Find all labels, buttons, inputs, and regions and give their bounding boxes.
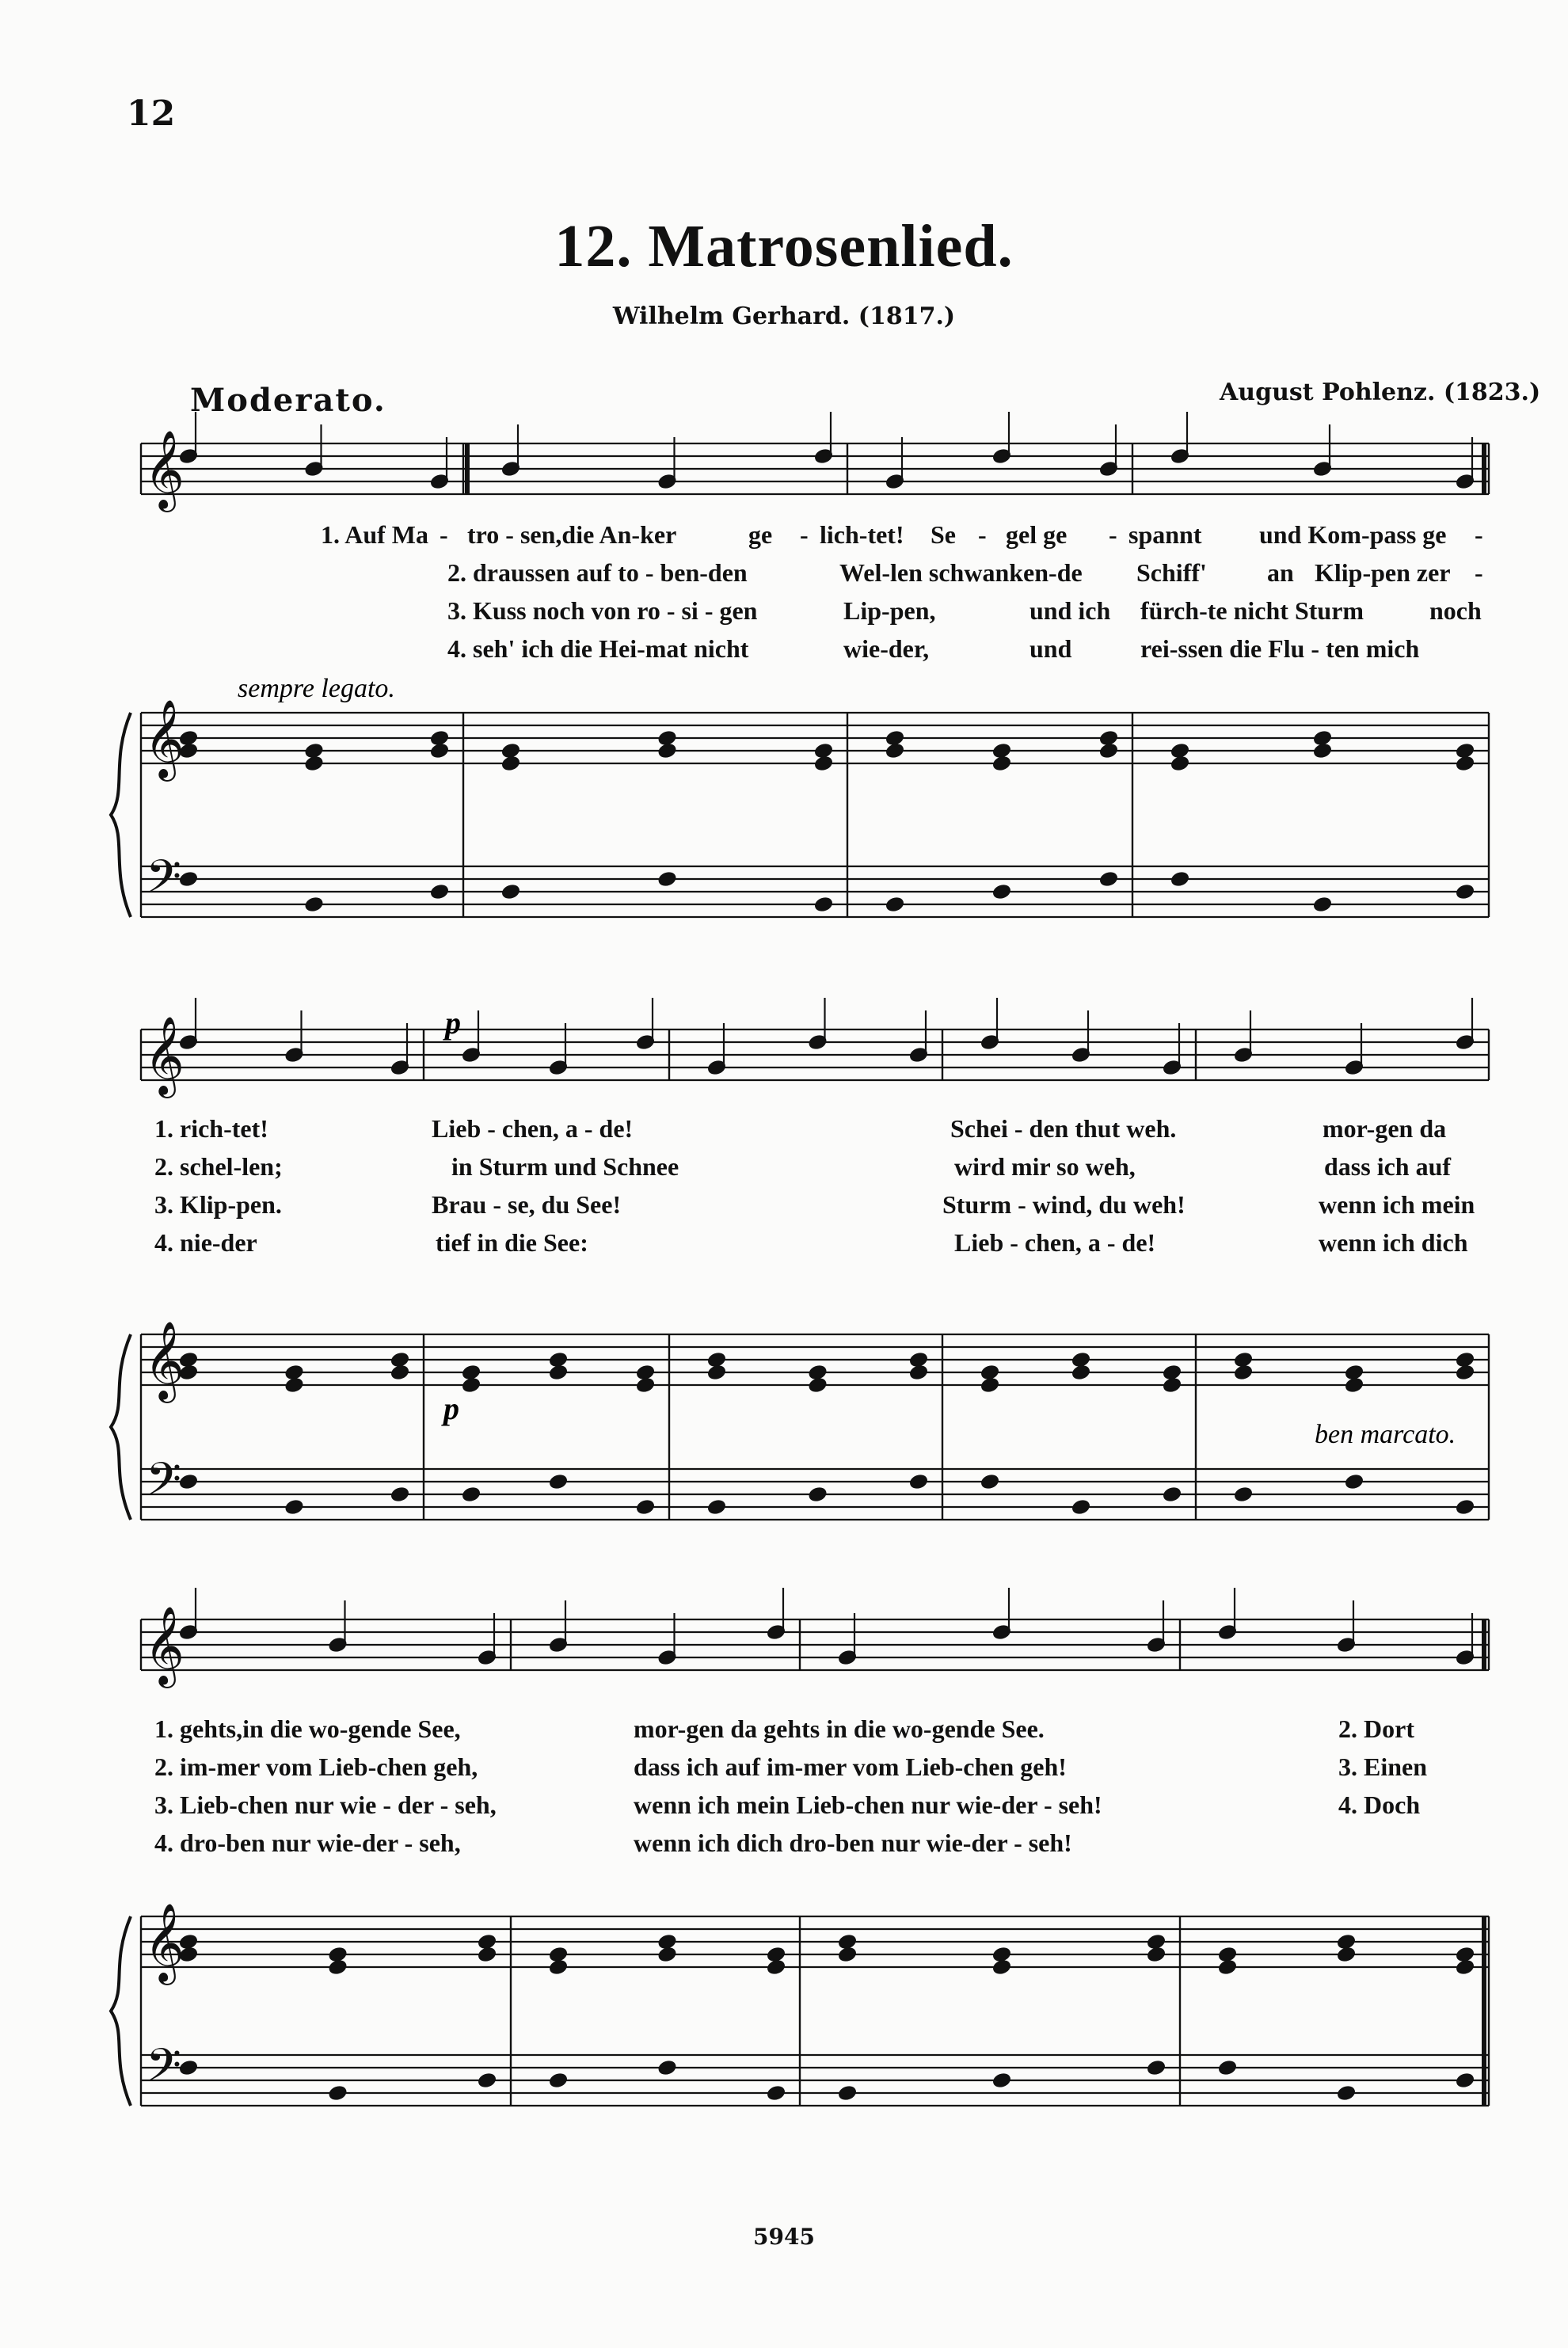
lyric-line: wenn ich dich dro-ben nur wie-der - seh!	[634, 1829, 1072, 1857]
lyric-line: und ich	[1029, 596, 1111, 625]
notehead	[179, 1474, 198, 1490]
lyric-line: 2. schel-len;	[154, 1152, 283, 1181]
lyric-line: Schiff'	[1136, 558, 1207, 587]
lyric-line: wenn ich mein	[1319, 1190, 1475, 1219]
lyric-line: tief in die See:	[436, 1228, 588, 1257]
lyric-line: fürch-te nicht Sturm	[1140, 596, 1364, 625]
plate-number: 5945	[753, 2224, 815, 2250]
notehead	[1170, 755, 1189, 771]
notehead	[658, 1947, 677, 1962]
notehead	[285, 1499, 304, 1515]
notehead	[909, 1352, 928, 1368]
notehead	[1345, 1364, 1364, 1380]
notehead	[809, 1486, 828, 1502]
song-title: 12. Matrosenlied.	[554, 213, 1014, 280]
clef: 𝄢	[146, 1452, 182, 1517]
notehead	[658, 730, 677, 746]
lyric-line: Lieb - chen, a - de!	[432, 1114, 634, 1143]
lyric-line: noch	[1429, 596, 1482, 625]
lyric-line: 4. dro-ben nur wie-der - seh,	[154, 1829, 461, 1857]
clef: 𝄞	[144, 1016, 185, 1095]
lyric-line: -	[1109, 520, 1117, 549]
notehead	[1337, 1934, 1356, 1950]
notehead	[658, 743, 677, 759]
notehead	[707, 1352, 726, 1368]
notehead	[1456, 1499, 1475, 1515]
notehead	[909, 1474, 928, 1490]
piano-brace	[111, 1334, 131, 1520]
lyric-line: 3. Lieb-chen nur wie - der - seh,	[154, 1790, 497, 1819]
notehead	[992, 743, 1011, 759]
lyric-line: 1. gehts,in die wo-gende See,	[154, 1714, 461, 1743]
notehead	[1147, 1934, 1166, 1950]
notehead	[636, 1377, 655, 1393]
notehead	[658, 2060, 677, 2076]
clef: 𝄞	[144, 1903, 185, 1982]
notehead	[390, 1364, 409, 1380]
notehead	[462, 1377, 481, 1393]
notehead	[1456, 884, 1475, 900]
notehead	[478, 2072, 497, 2088]
dynamic-piano-voice: p	[445, 1005, 461, 1041]
lyric-line: wenn ich mein Lieb-chen nur wie-der - seh!	[634, 1790, 1102, 1819]
notehead	[767, 1947, 786, 1962]
piano-brace	[111, 1916, 131, 2106]
notehead	[390, 1486, 409, 1502]
lyric-line: dass ich auf	[1324, 1152, 1452, 1181]
clef: 𝄢	[146, 850, 182, 915]
notehead	[1313, 743, 1332, 759]
notehead	[285, 1364, 304, 1380]
notehead	[767, 2085, 786, 2101]
notehead	[549, 1947, 568, 1962]
notehead	[658, 1934, 677, 1950]
notehead	[1099, 871, 1118, 887]
notehead	[285, 1377, 304, 1393]
notehead	[992, 884, 1011, 900]
notehead	[909, 1364, 928, 1380]
lyric-line: Klip-pen zer	[1315, 558, 1451, 587]
notehead	[501, 884, 520, 900]
expression-ben-marcato: ben marcato.	[1315, 1420, 1456, 1449]
lyric-line: Brau - se, du See!	[432, 1190, 622, 1219]
lyric-line: -	[1475, 558, 1483, 587]
lyric-line: in Sturm und Schnee	[451, 1152, 679, 1181]
lyric-line: -	[440, 520, 448, 549]
notehead	[305, 755, 324, 771]
notehead	[1163, 1486, 1182, 1502]
notehead	[992, 755, 1011, 771]
notehead	[462, 1486, 481, 1502]
notehead	[814, 755, 833, 771]
lyric-line: ge	[748, 520, 773, 549]
lyric-line: an	[1267, 558, 1294, 587]
notehead	[992, 1947, 1011, 1962]
lyric-line: lich-tet!	[820, 520, 904, 549]
lyric-line: 3. Kuss noch von ro - si - gen	[447, 596, 758, 625]
lyric-line: -	[800, 520, 809, 549]
notehead	[329, 2085, 348, 2101]
clef: 𝄞	[144, 430, 185, 509]
lyric-line: 3. Einen	[1338, 1752, 1428, 1781]
lyric-line: Lip-pen,	[843, 596, 936, 625]
notehead	[549, 1352, 568, 1368]
notehead	[1234, 1486, 1253, 1502]
notehead	[1071, 1499, 1090, 1515]
notehead	[1099, 730, 1118, 746]
notehead	[1345, 1474, 1364, 1490]
lyric-line: und Kom-pass ge	[1259, 520, 1447, 549]
notehead	[767, 1959, 786, 1975]
lyricist-credit: Wilhelm Gerhard. (1817.)	[612, 303, 956, 330]
clef: 𝄢	[146, 2038, 182, 2103]
piano-brace	[111, 713, 131, 917]
lyric-line: 2. Dort	[1338, 1714, 1414, 1743]
notehead	[501, 743, 520, 759]
lyric-line: 1. Auf Ma	[321, 520, 428, 549]
lyric-line: spannt	[1128, 520, 1202, 549]
notehead	[1099, 743, 1118, 759]
notehead	[1456, 743, 1475, 759]
lyric-line: -	[978, 520, 987, 549]
notehead	[305, 896, 324, 912]
lyric-line: Sturm - wind, du weh!	[942, 1190, 1186, 1219]
notehead	[1337, 2085, 1356, 2101]
notehead	[1456, 1947, 1475, 1962]
clef: 𝄞	[144, 699, 185, 778]
lyric-line: 3. Klip-pen.	[154, 1190, 282, 1219]
notehead	[179, 871, 198, 887]
notehead	[1170, 743, 1189, 759]
lyric-line: Se	[931, 520, 956, 549]
notehead	[478, 1934, 497, 1950]
notehead	[636, 1364, 655, 1380]
lyric-line: Lieb - chen, a - de!	[954, 1228, 1156, 1257]
notehead	[814, 896, 833, 912]
notehead	[179, 2060, 198, 2076]
notehead	[1163, 1377, 1182, 1393]
notehead	[305, 743, 324, 759]
notehead	[980, 1377, 999, 1393]
lyric-line: dass ich auf im-mer vom Lieb-chen geh!	[634, 1752, 1067, 1781]
lyric-line: 4. seh' ich die Hei-mat nicht	[447, 634, 749, 663]
notehead	[1456, 1352, 1475, 1368]
notehead	[1337, 1947, 1356, 1962]
lyric-line: 2. draussen auf to - ben-den	[447, 558, 748, 587]
notehead	[992, 2072, 1011, 2088]
notehead	[1218, 1959, 1237, 1975]
page-number: 12	[127, 93, 176, 134]
expression-sempre-legato: sempre legato.	[238, 674, 395, 703]
notehead	[549, 1474, 568, 1490]
notehead	[1456, 1364, 1475, 1380]
notehead	[329, 1959, 348, 1975]
notehead	[390, 1352, 409, 1368]
notehead	[1313, 896, 1332, 912]
lyric-line: 2. im-mer vom Lieb-chen geh,	[154, 1752, 478, 1781]
lyric-line: wenn ich dich	[1319, 1228, 1468, 1257]
notehead	[549, 2072, 568, 2088]
lyric-line: gel ge	[1006, 520, 1068, 549]
notehead	[1313, 730, 1332, 746]
dynamic-piano-accomp: p	[443, 1391, 459, 1426]
notehead	[1234, 1364, 1253, 1380]
lyric-line: 4. nie-der	[154, 1228, 257, 1257]
tempo-marking: Moderato.	[190, 382, 386, 419]
notehead	[1163, 1364, 1182, 1380]
clef: 𝄞	[144, 1606, 185, 1685]
notehead	[549, 1364, 568, 1380]
notehead	[1071, 1352, 1090, 1368]
notehead	[885, 743, 904, 759]
notehead	[1456, 755, 1475, 771]
notehead	[838, 1947, 857, 1962]
notehead	[430, 730, 449, 746]
lyric-line: tro - sen,die An-ker	[467, 520, 677, 549]
notehead	[1218, 2060, 1237, 2076]
notehead	[707, 1499, 726, 1515]
notehead	[885, 896, 904, 912]
lyric-line: Wel-len schwanken-de	[839, 558, 1083, 587]
notehead	[809, 1377, 828, 1393]
notehead	[1218, 1947, 1237, 1962]
notehead	[658, 871, 677, 887]
notehead	[980, 1474, 999, 1490]
notehead	[430, 884, 449, 900]
lyric-line: -	[1475, 520, 1483, 549]
lyric-line: wird mir so weh,	[954, 1152, 1136, 1181]
lyric-line: mor-gen da gehts in die wo-gende See.	[634, 1714, 1045, 1743]
notehead	[549, 1959, 568, 1975]
notehead	[1147, 2060, 1166, 2076]
clef: 𝄞	[144, 1321, 185, 1400]
notehead	[814, 743, 833, 759]
notehead	[430, 743, 449, 759]
notehead	[885, 730, 904, 746]
lyric-line: 1. rich-tet!	[154, 1114, 268, 1143]
lyric-line: 4. Doch	[1338, 1790, 1421, 1819]
notehead	[838, 2085, 857, 2101]
lyric-line: mor-gen da	[1323, 1114, 1447, 1143]
composer-credit: August Pohlenz. (1823.)	[1220, 379, 1541, 406]
notehead	[462, 1364, 481, 1380]
lyric-line: rei-ssen die Flu - ten mich	[1140, 634, 1420, 663]
notehead	[501, 755, 520, 771]
notehead	[980, 1364, 999, 1380]
lyric-line: Schei - den thut weh.	[950, 1114, 1177, 1143]
lyric-line: wie-der,	[843, 634, 930, 663]
notehead	[707, 1364, 726, 1380]
notehead	[478, 1947, 497, 1962]
notehead	[329, 1947, 348, 1962]
lyric-line: und	[1029, 634, 1072, 663]
notehead	[838, 1934, 857, 1950]
notehead	[1170, 871, 1189, 887]
notehead	[1071, 1364, 1090, 1380]
notehead	[992, 1959, 1011, 1975]
notehead	[1147, 1947, 1166, 1962]
notehead	[636, 1499, 655, 1515]
notehead	[1234, 1352, 1253, 1368]
notehead	[1456, 1959, 1475, 1975]
notehead	[1456, 2072, 1475, 2088]
notehead	[1345, 1377, 1364, 1393]
notehead	[809, 1364, 828, 1380]
